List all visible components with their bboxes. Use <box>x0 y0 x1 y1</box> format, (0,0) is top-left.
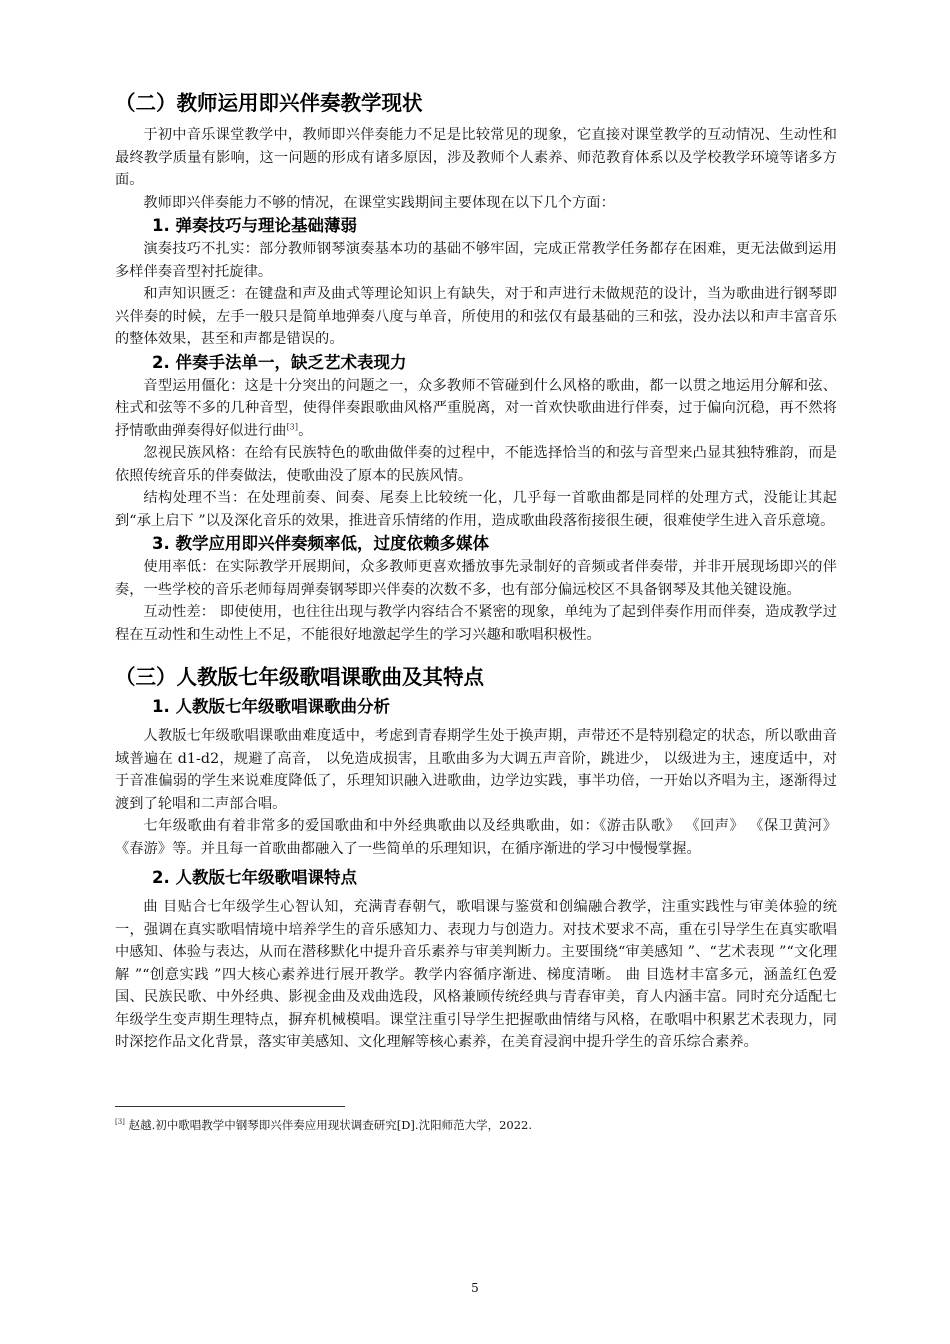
footnote-ref: [3] <box>115 1118 125 1127</box>
subheading-3-1: 1. 人教版七年级歌唱课歌曲分析 <box>152 697 390 716</box>
paragraph-2-1-b: 和声知识匮乏：在键盘和声及曲式等理论知识上有缺失，对于和声进行未做规范的设计，当为歌曲进行钢琴即兴伴奏的时候，左手一般只是简单地弹奏八度与单音，所使用的和弦仅有最基础的三和弦，没办法以和声丰富音乐的整体效果，甚至和声都是错误的。 <box>115 286 837 347</box>
paragraph-intro-2: 教师即兴伴奏能力不够的情况，在课堂实践期间主要体现在以下几个方面： <box>143 194 615 211</box>
paragraph-2-3-a: 使用率低：在实际教学开展期间，众多教师更喜欢播放事先录制好的音频或者伴奏带，并非开展现场即兴的伴奏，一些学校的音乐老师每周弹奏钢琴即兴伴奏的次数不多，也有部分偏远校区不具备钢琴及其他关键设施。 <box>115 559 837 598</box>
subheading-2-2: 2. 伴奏手法单一，缺乏艺术表现力 <box>152 352 407 372</box>
subheading-3-2: 2. 人教版七年级歌唱课特点 <box>152 868 357 887</box>
paragraph-2-1-a: 演奏技巧不扎实：部分教师钢琴演奏基本功的基础不够牢固，完成正常教学任务都存在困难，更无法做到运用多样伴奏音型衬托旋律。 <box>115 241 837 280</box>
paragraph-2-3-b: 互动性差： 即使使用，也往往出现与教学内容结合不紧密的现象，单纯为了起到伴奏作用而伴奏，造成教学过程在互动性和生动性上不足，不能很好地激起学生的学习兴趣和歌唱积极性。 <box>115 604 837 643</box>
page-body <box>115 88 837 1054</box>
page-number: 5 <box>471 1281 479 1295</box>
paragraph-3-1-a: 人教版七年级歌唱课歌曲难度适中，考虑到青春期学生处于换声期，声带还不是特别稳定的状态，所以歌曲音域普遍在 d1-d2，规避了高音， 以免造成损害，且歌曲多为大调五声音阶，跳进少， 以级进为主，速度适中，对于音准偏弱的学生来说难度降低了，乐理知识融入进歌曲，边学边实践，事半功倍，一开始以齐唱为主，逐渐得过渡到了轮唱和二声部合唱。 <box>115 728 837 812</box>
section-heading-3: （三）人教版七年级歌唱课歌曲及其特点 <box>115 665 484 689</box>
citation-ref-3[interactable]: [3] <box>286 421 299 431</box>
paragraph-2-2-a <box>115 375 837 443</box>
section-heading-2: （二）教师运用即兴伴奏教学现状 <box>115 91 423 115</box>
footnote-text: 赵越.初中歌唱教学中钢琴即兴伴奏应用现状调查研究[D].沈阳师范大学，2022. <box>124 1118 533 1132</box>
subheading-2-3: 3. 教学应用即兴伴奏频率低，过度依赖多媒体 <box>152 534 489 553</box>
footnote <box>115 1116 837 1134</box>
paragraph-2-2-a-end: 。 <box>298 422 313 439</box>
paragraph-2-2-b: 忽视民族风格：在给有民族特色的歌曲做伴奏的过程中，不能选择恰当的和弦与音型来凸显其独特雅韵，而是依照传统音乐的伴奏做法，使歌曲没了原本的民族风情。 <box>115 445 837 484</box>
paragraph-3-1-b: 七年级歌曲有着非常多的爱国歌曲和中外经典歌曲以及经典歌曲，如：《游击队歌》 《回声》 《保卫黄河》 《春游》等。并且每一首歌曲都融入了一些简单的乐理知识，在循序渐进的学习中慢慢掌握。 <box>115 818 837 857</box>
paragraph-2-2-a-text: 音型运用僵化：这是十分突出的问题之一，众多教师不管碰到什么风格的歌曲，都一以贯之地运用分解和弦、柱式和弦等不多的几种音型，使得伴奏跟歌曲风格严重脱离，对一首欢快歌曲进行伴奏，过于偏向沉稳，再不然将抒情歌曲弹奏得好似进行曲 <box>115 377 837 439</box>
footnote-divider <box>115 1106 345 1107</box>
paragraph-intro-1: 于初中音乐课堂教学中，教师即兴伴奏能力不足是比较常见的现象，它直接对课堂教学的互动情况、生动性和最终教学质量有影响，这一问题的形成有诸多原因，涉及教师个人素养、师范教育体系以及学校教学环境等诸多方面。 <box>115 127 837 188</box>
paragraph-3-2-a: 曲 目贴合七年级学生心智认知，充满青春朝气，歌唱课与鉴赏和创编融合教学，注重实践性与审美体验的统一，强调在真实歌唱情境中培养学生的音乐感知力、表现力与创造力。对技术要求不高，重在引导学生在真实歌唱中感知、体验与表达，从而在潜移默化中提升音乐素养与审美判断力。主要围绕“审美感知 ”、“艺术表现 ”“文化理解 ”“创意实践 ”四大核心素养进行展开教学。教学内容循序渐进、梯度清晰。 曲 目选材丰富多元，涵盖红色爱国、民族民歌、中外经典、影视金曲及戏曲选段，风格兼顾传统经典与青春审美，育人内涵丰富。同时充分适配七年级学生变声期生理特点，摒弃机械模唱。课堂注重引导学生把握歌曲情绪与风格，在歌唱中积累艺术表现力，同时深挖作品文化背景，落实审美感知、文化理解等核心素养，在美育浸润中提升学生的音乐综合素养。 <box>115 899 837 1050</box>
subheading-2-1: 1. 弹奏技巧与理论基础薄弱 <box>152 216 357 235</box>
paragraph-2-2-c: 结构处理不当：在处理前奏、间奏、尾奏上比较统一化，几乎每一首歌曲都是同样的处理方式，没能让其起到“承上启下 ”以及深化音乐的效果，推进音乐情绪的作用，造成歌曲段落衔接很生硬，很难使学生进入音乐意境。 <box>115 490 837 529</box>
